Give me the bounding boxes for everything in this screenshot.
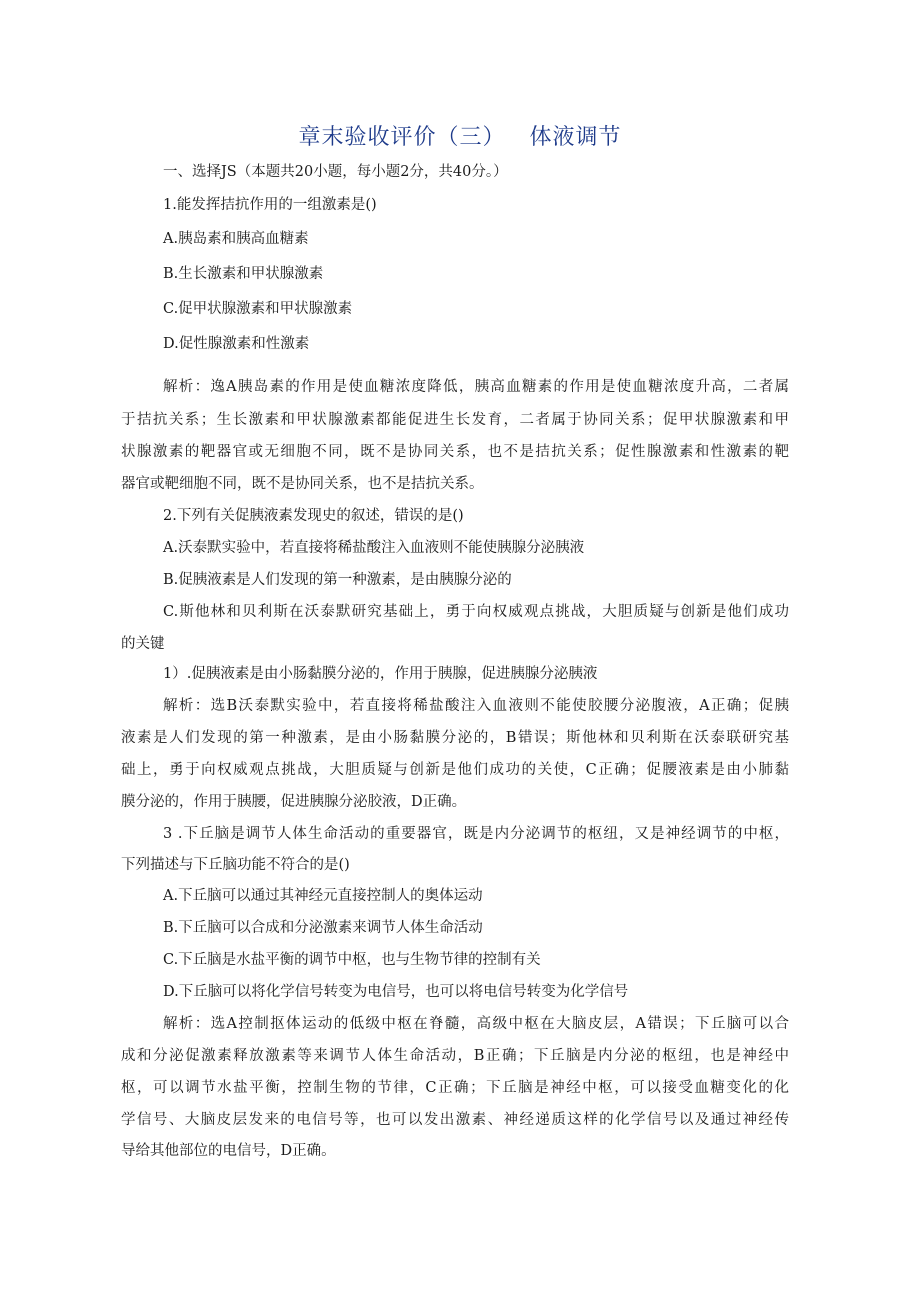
q3-explanation-line: 导给其他部位的电信号，D正确。 xyxy=(121,1143,336,1159)
q3-option-b: B.下丘脑可以合成和分泌激素来调节人体生命活动 xyxy=(163,920,483,936)
q2-explanation-line: 膜分泌的，作用于胰腰，促进胰腺分泌胶液，D正确。 xyxy=(121,794,467,810)
q3-option-c: C.下丘脑是水盐平衡的调节中枢，也与生物节律的控制有关 xyxy=(163,952,541,968)
q1-option-c: C.促甲状腺激素和甲状腺激素 xyxy=(163,301,353,317)
q3-stem: 3 .下丘脑是调节人体生命活动的重要器官，既是内分泌调节的枢纽，又是神经调节的中枢， xyxy=(163,826,789,842)
q2-option-d: 1）.促胰液素是由小肠黏膜分泌的，作用于胰腺，促进胰腺分泌胰液 xyxy=(163,666,598,682)
q1-explanation-line: 状腺激素的靶器官或无细胞不同，既不是协同关系，也不是拮抗关系；促性腺激素和性激素的靶 xyxy=(121,444,789,460)
q3-option-a: A.下丘脑可以通过其神经元直接控制人的奥体运动 xyxy=(163,888,483,904)
q3-explanation-line: 学信号、大脑皮层发来的电信号等，也可以发出激素、神经递质这样的化学信号以及通过神经传 xyxy=(121,1112,789,1128)
q2-option-c-cont: 的关键 xyxy=(121,636,165,652)
q1-option-b: B.生长激素和甲状腺激素 xyxy=(163,266,324,282)
q1-option-a: A.胰岛素和胰高血糖素 xyxy=(163,231,309,247)
q3-explanation-line: 解析：选A控制抠体运动的低级中枢在脊髓，高级中枢在大脑皮层，A错误；下丘脑可以合 xyxy=(163,1016,789,1032)
q2-explanation-line: 液素是人们发现的第一种激素，是由小肠黏膜分泌的，B错误；斯他林和贝利斯在沃泰联研究基 xyxy=(121,730,789,746)
q2-option-c: C.斯他林和贝利斯在沃泰默研究基础上，勇于向权威观点挑战，大胆质疑与创新是他们成功 xyxy=(163,604,789,620)
q3-stem-cont: 下列描述与下丘脑功能不符合的是() xyxy=(121,857,350,873)
q1-option-d: D.促性腺激素和性激素 xyxy=(163,336,310,352)
q3-option-d: D.下丘脑可以将化学信号转变为电信号，也可以将电信号转变为化学信号 xyxy=(163,984,629,1000)
q2-explanation-line: 解析：选B沃泰默实验中，若直接将稀盐酸注入血液则不能使胶腰分泌腹液，A正确；促胰 xyxy=(163,698,789,714)
q1-explanation-line: 解析：逸A胰岛素的作用是使血糖浓度降低，胰高血糖素的作用是使血糖浓度升高，二者属 xyxy=(163,379,789,395)
page-title: 章末验收评价（三） 体液调节 xyxy=(298,125,622,150)
q2-explanation-line: 础上，勇于向权威观点挑战，大胆质疑与创新是他们成功的关使，C正确；促腰液素是由小肺黏 xyxy=(121,762,789,778)
section-heading: 一、选择JS（本题共20小题，每小题2分，共40分。） xyxy=(163,164,508,180)
q1-explanation-line: 于拮抗关系；生长激素和甲状腺激素都能促进生长发育，二者属于协同关系；促甲状腺激素和甲 xyxy=(121,412,789,428)
q3-explanation-line: 成和分泌促激素释放激素等来调节人体生命活动，B正确；下丘脑是内分泌的枢纽，也是神经中 xyxy=(121,1048,789,1064)
q1-stem: 1.能发挥拮抗作用的一组激素是() xyxy=(163,197,377,213)
q2-option-b: B.促胰液素是人们发现的第一种激素，是由胰腺分泌的 xyxy=(163,572,512,588)
q1-explanation-line: 器官或靶细胞不同，既不是协同关系，也不是拮抗关系。 xyxy=(121,476,484,492)
q2-option-a: A.沃泰默实验中，若直接将稀盐酸注入血液则不能使胰腺分泌胰液 xyxy=(163,540,585,556)
q3-explanation-line: 枢，可以调节水盐平衡，控制生物的节律，C正确；下丘脑是神经中枢，可以接受血糖变化的化 xyxy=(121,1080,789,1096)
q2-stem: 2.下列有关促胰液素发现史的叙述，错误的是() xyxy=(163,508,464,524)
